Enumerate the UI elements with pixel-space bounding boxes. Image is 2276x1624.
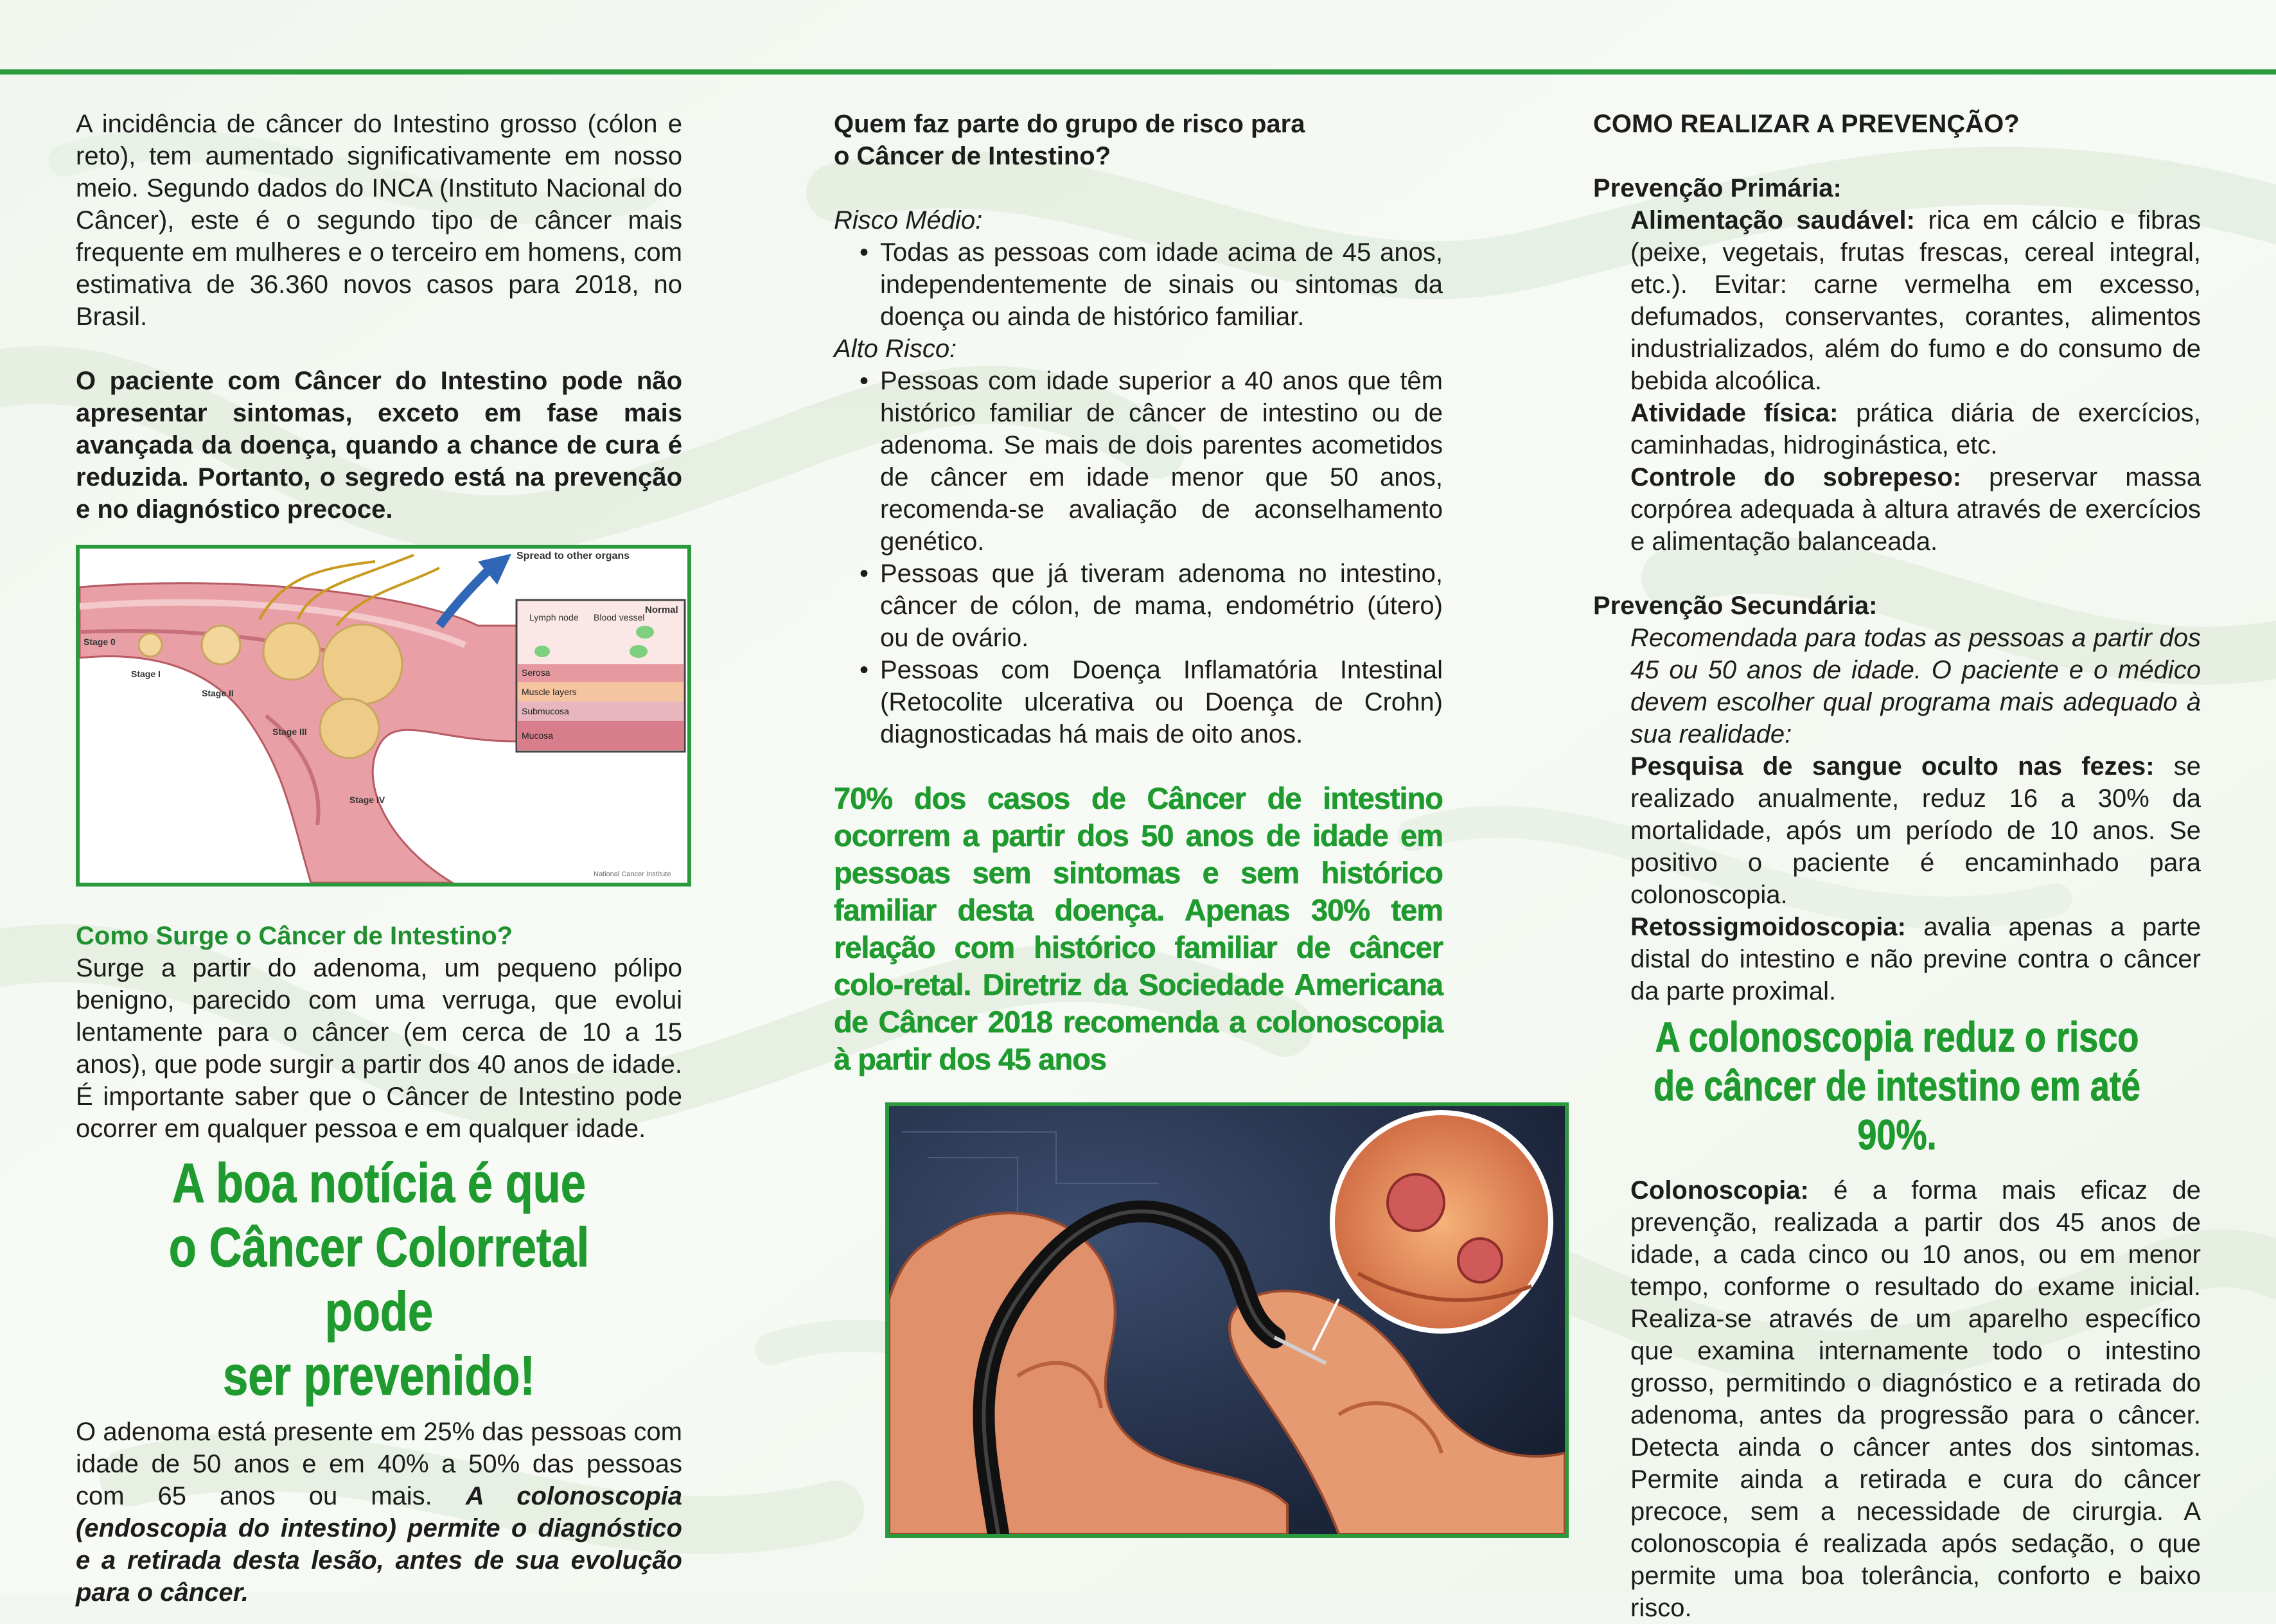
slogan-line-1: A boa notícia é que	[172, 1152, 586, 1214]
label-stage0: Stage 0	[84, 637, 116, 647]
high-risk-list	[834, 365, 1443, 750]
adenoma-emphasis: A colonoscopia (endoscopia do intestino) permite o diagnóstico e a retirada desta lesão, antes de sua evolução para o câncer.	[76, 1482, 683, 1607]
label-serosa: Serosa	[522, 667, 551, 678]
adenoma-paragraph	[76, 1416, 682, 1609]
colonoscopy-text: é a forma mais eficaz de prevenção, realizada a partir dos 45 anos de idade, a cada cinco ou 10 anos, ou em menor tempo, conforme o resultado do exame inicial. Realiza-se através de um aparelho específico que examina internamente todo o intestino grosso, permitindo o diagnóstico e a retirada do adenoma, antes da progressão para o câncer. Detecta ainda o câncer antes dos sintomas. Permite ainda a retirada e cura do câncer precoce, sem a necessidade de cirurgia. A colonoscopia é realizada após sedação, o que permite uma boa tolerância, conforto e baixo risco.	[1630, 1176, 2201, 1622]
diet-label: Alimentação saudável:	[1630, 206, 1915, 234]
column-1	[76, 108, 682, 1609]
how-title: Como Surge o Câncer de Intestino?	[76, 922, 513, 950]
adenoma-text: O adenoma está presente em 25% das pessoas com idade de 50 anos e em 40% a 50% das pessoas com 65 anos ou mais.	[76, 1418, 682, 1510]
cancer-stages-figure	[76, 545, 691, 887]
secondary-prevention-title: Prevenção Secundária:	[1593, 592, 1878, 620]
column-3	[1593, 108, 2201, 1624]
colonoscopy-illustration	[889, 1106, 1565, 1534]
blood-test-label: Pesquisa de sangue oculto nas fezes:	[1630, 752, 2155, 781]
how-paragraph: Surge a partir do adenoma, um pequeno pólipo benigno, parecido com uma verruga, que evolui lentamente para o câncer (em cerca de 10 a 15 anos), que pode surgir a partir dos 40 anos de idade. É importante saber que o Câncer de Intestino pode ocorrer em qualquer pessoa e em qualquer idade.	[76, 954, 682, 1143]
primary-prevention-title: Prevenção Primária:	[1593, 174, 1842, 202]
diet-text: rica em cálcio e fibras (peixe, vegetais, frutas frescas, cereal integral, etc.). Evitar: carne vermelha em excesso, defumados, conservantes, corantes, alimentos industrializados, além do fumo e do consumo de bebida alcoólica.	[1630, 206, 2201, 395]
statistics-highlight: 70% dos casos de Câncer de intestino ocorrem a partir dos 50 anos de idade em pessoas sem sintomas e sem histórico familiar desta doença. Apenas 30% tem relação com histórico familiar de câncer colo-retal. Diretriz da Sociedade Americana de Câncer 2018 recomenda a colonoscopia à partir dos 45 anos	[834, 781, 1443, 1076]
weight-label: Controle do sobrepeso:	[1630, 463, 1962, 491]
label-blood: Blood vessel	[594, 612, 645, 622]
retro-text: avalia apenas a parte distal do intestino e não previne contra o câncer da parte proximal.	[1630, 913, 2201, 1005]
figure-credit: National Cancer Institute	[594, 870, 671, 878]
blood-test-text: se realizado anualmente, reduz 16 a 30% da mortalidade, após um período de 10 anos. Se positivo o paciente é encaminhado para colonoscopia.	[1630, 752, 2201, 909]
risk-title: Quem faz parte do grupo de risco para o Câncer de Intestino?	[834, 110, 1305, 170]
prevention-title: COMO REALIZAR A PREVENÇÃO?	[1593, 110, 2020, 138]
high-risk-label: Alto Risco:	[834, 335, 957, 363]
blood-test-paragraph	[1630, 750, 2201, 911]
label-stage1: Stage I	[131, 669, 161, 679]
colonoscopy-figure	[885, 1102, 1569, 1538]
label-stage2: Stage II	[202, 688, 234, 698]
label-normal: Normal	[645, 605, 678, 615]
slogan3-line-2: de câncer de intestino em até 90%.	[1654, 1062, 2140, 1158]
column-2	[834, 108, 1443, 1538]
slogan3-line-1: A colonoscopia reduz o risco	[1655, 1013, 2139, 1061]
label-stage4: Stage IV	[349, 795, 385, 805]
slogan-line-2: o Câncer Colorretal pode	[168, 1217, 590, 1343]
activity-text: prática diária de exercícios, caminhadas, hidroginástica, etc.	[1630, 399, 2201, 459]
colonoscopy-paragraph	[1630, 1174, 2201, 1624]
intro-paragraph: A incidência de câncer do Intestino grosso (cólon e reto), tem aumentado significativamente em nosso meio. Segundo dados do INCA (Instituto Nacional do Câncer), este é o segundo tipo de câncer mais frequente em mulheres e o terceiro em homens, com estimativa de 36.360 novos casos para 2018, no Brasil.	[76, 110, 682, 331]
retro-label: Retossigmoidoscopia:	[1630, 913, 1906, 941]
activity-label: Atividade física:	[1630, 399, 1839, 427]
secondary-intro: Recomendada para todas as pessoas a partir dos 45 ou 50 anos de idade. O paciente e o médico devem escolher qual programa mais adequado à sua realidade:	[1630, 624, 2201, 748]
list-item: • Pessoas que já tiveram adenoma no intestino, câncer de cólon, de mama, endométrio (útero) ou de ovário.	[860, 558, 1443, 654]
list-item: • Pessoas com idade superior a 40 anos que têm histórico familiar de câncer de intestino ou de adenoma. Se mais de dois parentes acometidos de câncer em idade menor que 50 anos, recomenda-se avaliação de aconselhamento genético.	[860, 365, 1443, 558]
label-stage3: Stage III	[272, 727, 307, 737]
colon-stages-illustration	[80, 549, 687, 883]
activity-paragraph	[1630, 397, 2201, 461]
weight-paragraph	[1630, 461, 2201, 558]
colonoscopy-slogan	[1648, 1012, 2146, 1159]
weight-text: preservar massa corpórea adequada à altura através de exercícios e alimentação balanceada.	[1630, 463, 2201, 556]
slogan-line-3: ser prevenido!	[223, 1345, 535, 1407]
label-lymph: Lymph node	[529, 612, 579, 622]
retro-paragraph	[1630, 911, 2201, 1007]
medium-risk-label: Risco Médio:	[834, 206, 983, 234]
medium-risk-list	[834, 236, 1443, 333]
label-mucosa: Mucosa	[522, 730, 554, 741]
warning-paragraph: O paciente com Câncer do Intestino pode não apresentar sintomas, exceto em fase mais avançada da doença, quando a chance de cura é reduzida. Portanto, o segredo está na prevenção e no diagnóstico precoce.	[76, 367, 682, 524]
list-item: • Todas as pessoas com idade acima de 45 anos, independentemente de sinais ou sintomas da doença ou ainda de histórico familiar.	[860, 236, 1443, 333]
label-submucosa: Submucosa	[522, 706, 569, 716]
colonoscopy-label: Colonoscopia:	[1630, 1176, 1809, 1205]
prevention-slogan	[130, 1151, 628, 1408]
label-spread: Spread to other organs	[516, 551, 630, 561]
diet-paragraph	[1630, 204, 2201, 397]
label-muscle: Muscle layers	[522, 687, 577, 697]
top-green-rule	[0, 69, 2276, 75]
list-item: • Pessoas com Doença Inflamatória Intestinal (Retocolite ulcerativa ou Doença de Crohn) diagnosticadas há mais de oito anos.	[860, 654, 1443, 750]
